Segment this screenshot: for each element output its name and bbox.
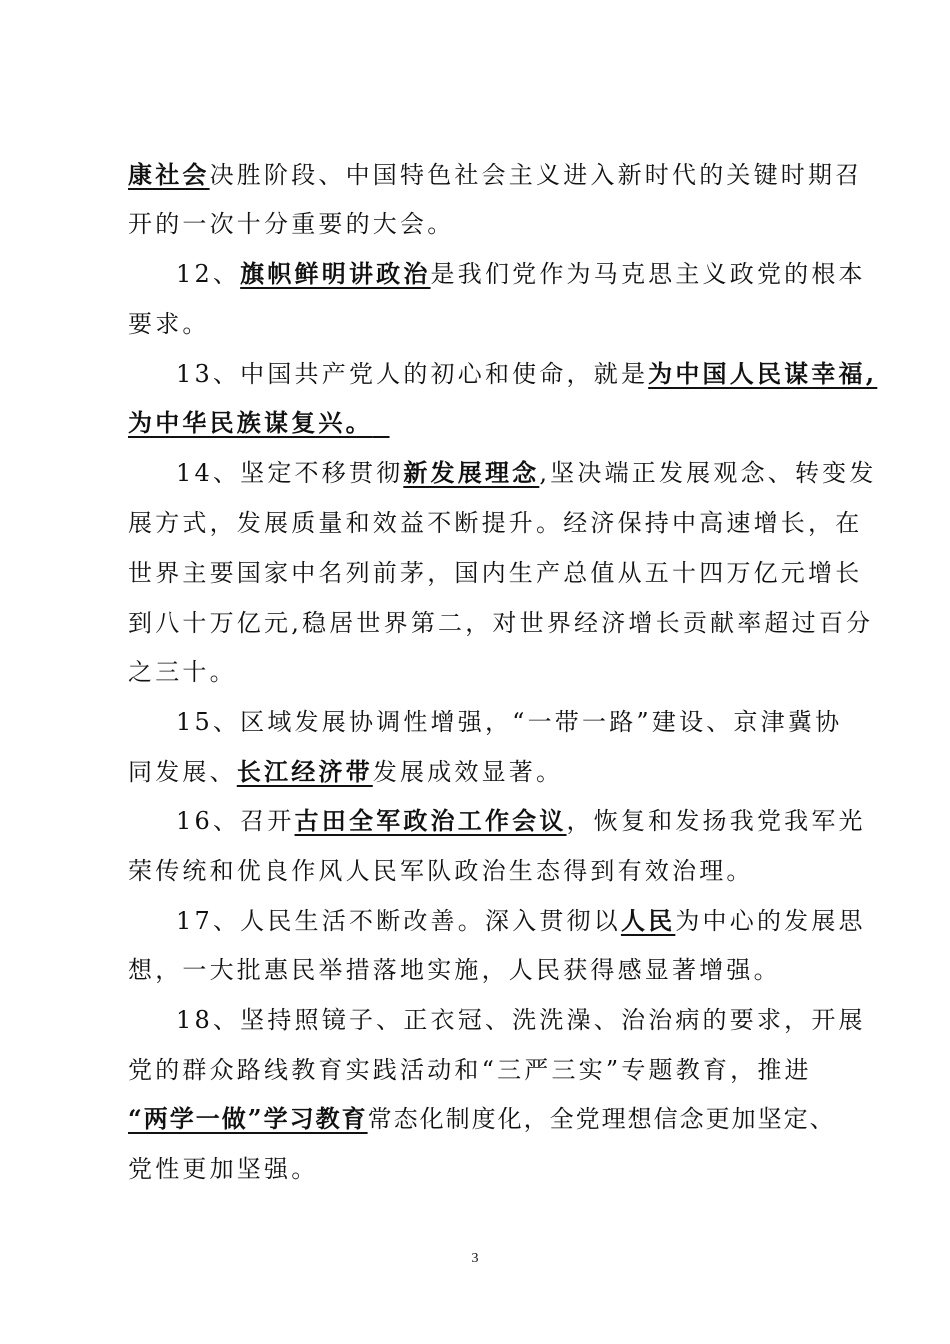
key-term: 新发展理念 (403, 458, 540, 487)
text-line: 13、中国共产党人的初心和使命，就是为中国人民谋幸福, (176, 359, 878, 388)
text-line: 开的一次十分重要的大会。 (128, 210, 455, 238)
text-line (128, 408, 390, 438)
text-line: 党性更加坚强。 (128, 1155, 319, 1183)
key-term: 人民 (620, 906, 676, 935)
text-line: 16、召开古田全军政治工作会议，恢复和发扬我党我军光 (176, 806, 866, 835)
key-term: 长江经济带 (236, 757, 373, 786)
text-line: 康社会决胜阶段、中国特色社会主义进入新时代的关键时期召 (128, 160, 863, 189)
key-term: 旗帜鲜明讲政治 (240, 259, 431, 288)
page-number: 3 (471, 1251, 479, 1266)
text-line: 14、坚定不移贯彻新发展理念,坚决端正发展观念、转变发 (176, 458, 877, 487)
key-term: “两学一做”学习教育 (128, 1104, 368, 1133)
key-term: 为中国人民谋幸福, (648, 359, 878, 388)
text-line: 到八十万亿元,稳居世界第二，对世界经济增长贡献率超过百分 (128, 609, 874, 637)
text-line: 荣传统和优良作风人民军队政治生态得到有效治理。 (128, 857, 754, 885)
text-line: 党的群众路线教育实践活动和“三严三实”专题教育，推进 (128, 1056, 812, 1084)
text-line: 17、人民生活不断改善。深入贯彻以人民为中心的发展思 (176, 906, 866, 935)
text-line: “两学一做”学习教育常态化制度化，全党理想信念更加坚定、 (128, 1104, 836, 1133)
key-term: 古田全军政治工作会议 (294, 806, 567, 835)
key-term: 康社会 (128, 160, 210, 189)
text-line: 要求。 (128, 310, 210, 338)
text-line: 想，一大批惠民举措落地实施，人民获得感显著增强。 (128, 956, 781, 984)
key-term: 为中华民族谋复兴。 (128, 408, 373, 437)
text-line: 世界主要国家中名列前茅，国内生产总值从五十四万亿元增长 (128, 559, 863, 587)
text-line: 同发展、长江经济带发展成效显著。 (128, 757, 564, 786)
text-line: 18、坚持照镜子、正衣冠、洗洗澡、治治病的要求，开展 (176, 1006, 866, 1034)
text-line: 之三十。 (128, 658, 237, 686)
text-line: 15、区域发展协调性增强，“一带一路”建设、京津冀协 (176, 708, 843, 736)
text-line: 12、旗帜鲜明讲政治是我们党作为马克思主义政党的根本 (176, 259, 866, 288)
text-line: 展方式，发展质量和效益不断提升。经济保持中高速增长，在 (128, 509, 863, 537)
